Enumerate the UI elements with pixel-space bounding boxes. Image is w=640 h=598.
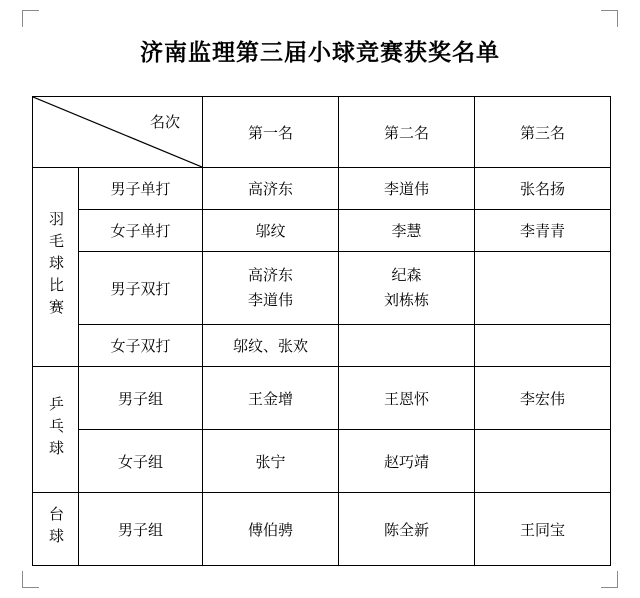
table-row bbox=[33, 252, 611, 325]
winner-third: 李宏伟 bbox=[475, 367, 611, 430]
header-rank-label: 名次 bbox=[149, 113, 180, 131]
table-row bbox=[33, 325, 611, 367]
winner-third bbox=[475, 325, 611, 367]
winner-first: 王金增 bbox=[203, 367, 339, 430]
category-label-table-tennis: 乒乓球 bbox=[33, 367, 79, 493]
table-row bbox=[33, 168, 611, 210]
winner-second bbox=[339, 252, 475, 325]
winner-second-line1: 纪森 bbox=[391, 266, 422, 285]
header-place-second: 第二名 bbox=[339, 97, 475, 168]
event-label: 男子双打 bbox=[79, 252, 203, 325]
winner-third: 张名扬 bbox=[475, 168, 611, 210]
winner-third: 李青青 bbox=[475, 210, 611, 252]
category-label-billiards: 台球 bbox=[33, 493, 79, 566]
event-label: 女子组 bbox=[79, 430, 203, 493]
table-row bbox=[33, 493, 611, 566]
winner-third bbox=[475, 252, 611, 325]
event-label: 女子双打 bbox=[79, 325, 203, 367]
category-label-badminton: 羽毛球比赛 bbox=[33, 168, 79, 367]
winner-second: 王恩怀 bbox=[339, 367, 475, 430]
winner-third bbox=[475, 430, 611, 493]
header-rank-diagonal-cell bbox=[33, 97, 203, 168]
winner-second bbox=[339, 325, 475, 367]
page-title: 济南监理第三届小球竞赛获奖名单 bbox=[140, 40, 500, 66]
winner-first bbox=[203, 252, 339, 325]
event-label: 女子单打 bbox=[79, 210, 203, 252]
table-row bbox=[33, 367, 611, 430]
page-corner-mark-bottom-left bbox=[22, 571, 39, 588]
header-place-third: 第三名 bbox=[475, 97, 611, 168]
winner-third: 王同宝 bbox=[475, 493, 611, 566]
winner-second: 陈全新 bbox=[339, 493, 475, 566]
winner-second-line2: 刘栋栋 bbox=[383, 291, 429, 309]
winner-first: 高济东 bbox=[203, 168, 339, 210]
winner-second: 李道伟 bbox=[339, 168, 475, 210]
page-corner-mark-top-right bbox=[601, 10, 618, 27]
event-label: 男子组 bbox=[79, 493, 203, 566]
winner-first: 邬纹 bbox=[203, 210, 339, 252]
table-row bbox=[33, 210, 611, 252]
diagonal-line-icon bbox=[33, 97, 202, 167]
event-label: 男子组 bbox=[79, 367, 203, 430]
page-corner-mark-bottom-right bbox=[601, 571, 618, 588]
table-row bbox=[33, 430, 611, 493]
winner-first: 邬纹、张欢 bbox=[203, 325, 339, 367]
winner-first-line1: 高济东 bbox=[247, 266, 293, 285]
event-label: 男子单打 bbox=[79, 168, 203, 210]
award-table-wrapper bbox=[32, 96, 610, 566]
winner-second: 李慧 bbox=[339, 210, 475, 252]
winner-first-line2: 李道伟 bbox=[247, 291, 293, 309]
winner-first: 张宁 bbox=[203, 430, 339, 493]
header-place-first: 第一名 bbox=[203, 97, 339, 168]
table-header-row bbox=[33, 97, 611, 168]
winner-second: 赵巧靖 bbox=[339, 430, 475, 493]
award-table bbox=[32, 96, 611, 566]
page-corner-mark-top-left bbox=[22, 10, 39, 27]
winner-first: 傅伯骋 bbox=[203, 493, 339, 566]
